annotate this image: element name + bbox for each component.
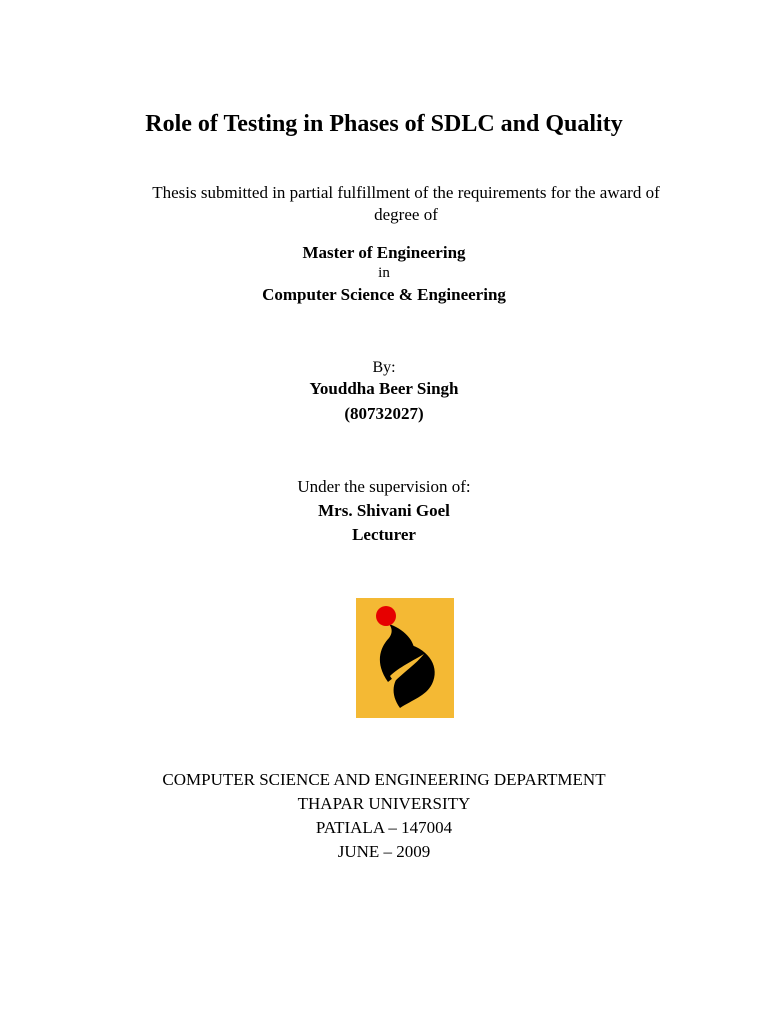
supervision-label: Under the supervision of:: [297, 477, 471, 496]
in-label: in: [378, 265, 390, 281]
author-name: Youddha Beer Singh: [309, 379, 459, 398]
branch-name: Computer Science & Engineering: [262, 285, 506, 304]
thesis-subtitle: Thesis submitted in partial fulfillment of the requirements for the award of degree of: [152, 183, 660, 224]
by-label: By:: [372, 359, 396, 376]
university-name: THAPAR UNIVERSITY: [297, 794, 471, 813]
degree-name: Master of Engineering: [302, 243, 466, 262]
roll-number: (80732027): [344, 404, 424, 423]
supervisor-name: Mrs. Shivani Goel: [318, 501, 450, 520]
submission-date: JUNE – 2009: [337, 842, 431, 861]
thesis-title: Role of Testing in Phases of SDLC and Quality: [145, 111, 623, 137]
department-name: COMPUTER SCIENCE AND ENGINEERING DEPARTMENT: [162, 770, 606, 789]
city-pin: PATIALA – 147004: [315, 818, 453, 837]
university-emblem-icon: [356, 598, 454, 718]
supervisor-designation: Lecturer: [352, 525, 416, 544]
